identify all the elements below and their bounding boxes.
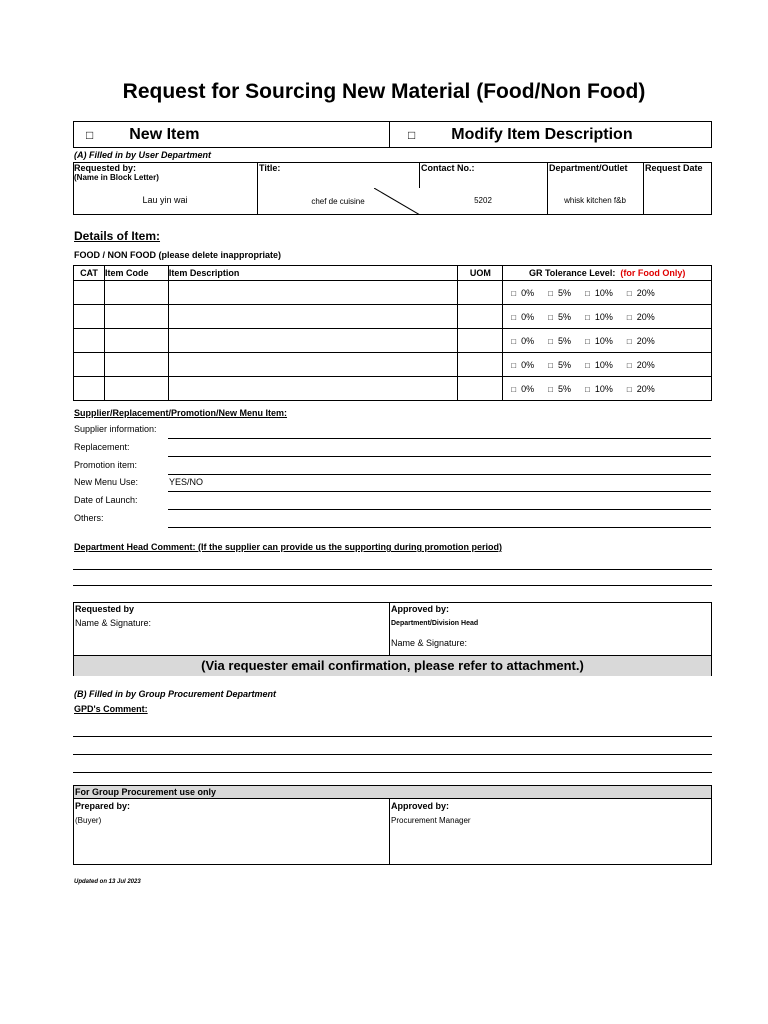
new-item-checkbox[interactable]: □ <box>86 127 94 142</box>
gpd-comment-label: GPD's Comment: <box>74 704 148 714</box>
tolerance-label: 20% <box>636 287 655 298</box>
tolerance-cell <box>503 305 712 329</box>
supplier-field-line[interactable] <box>168 456 711 457</box>
modify-item-option[interactable] <box>408 122 633 147</box>
item-description-cell[interactable] <box>168 377 457 401</box>
tolerance-label: 5% <box>558 383 572 394</box>
contact-header: Contact No.: <box>421 163 475 173</box>
supplier-field-label: Promotion item: <box>74 460 138 470</box>
dept-comment-line-1[interactable] <box>73 569 712 570</box>
tolerance-option[interactable] <box>511 384 534 394</box>
title-value[interactable]: chef de cuisine <box>311 197 365 206</box>
item-row <box>74 353 712 377</box>
item-row <box>74 281 712 305</box>
supplier-field-line[interactable] <box>168 509 711 510</box>
new-item-option[interactable] <box>86 122 200 147</box>
tolerance-checkbox[interactable]: □ <box>585 360 590 370</box>
supplier-field-line[interactable] <box>168 438 711 439</box>
procurement-manager-label[interactable]: Procurement Manager <box>391 816 471 825</box>
tolerance-checkbox[interactable]: □ <box>626 336 632 346</box>
approval-box <box>73 602 712 676</box>
tolerance-option[interactable] <box>548 288 571 298</box>
item-code-cell[interactable] <box>104 353 168 377</box>
email-confirmation-banner: (Via requester email confirmation, please refer to attachment.) <box>74 655 711 676</box>
option-divider <box>389 122 390 147</box>
tolerance-label: 5% <box>558 287 572 298</box>
tolerance-label: 0% <box>521 335 535 346</box>
department-header: Department/Outlet <box>549 163 628 173</box>
tolerance-checkbox[interactable]: □ <box>626 360 632 370</box>
tolerance-label: 5% <box>558 311 572 322</box>
modify-item-checkbox[interactable]: □ <box>408 127 416 142</box>
supplier-field-label: Others: <box>74 513 104 523</box>
tolerance-option[interactable] <box>627 384 655 394</box>
item-code-cell[interactable] <box>104 329 168 353</box>
tolerance-checkbox[interactable]: □ <box>626 384 632 394</box>
item-row <box>74 329 712 353</box>
tolerance-option[interactable] <box>548 360 571 370</box>
uom-cell[interactable] <box>458 329 503 353</box>
tolerance-cell <box>503 377 712 401</box>
cat-cell[interactable] <box>74 377 105 401</box>
tolerance-option[interactable] <box>585 360 613 370</box>
procurement-box <box>73 785 712 865</box>
supplier-field-line[interactable] <box>168 474 711 475</box>
gpd-comment-line-1[interactable] <box>73 736 712 737</box>
tolerance-option[interactable] <box>627 288 655 298</box>
tolerance-checkbox[interactable]: □ <box>548 336 553 346</box>
title-header: Title: <box>259 163 281 173</box>
gpd-comment-line-2[interactable] <box>73 754 712 755</box>
procurement-approved-by-label: Approved by: <box>391 801 450 811</box>
item-description-cell[interactable] <box>168 281 457 305</box>
form-title: Request for Sourcing New Material (Food/Non Food) <box>122 80 646 103</box>
tolerance-option[interactable] <box>511 360 534 370</box>
item-type-options <box>73 121 712 148</box>
tolerance-checkbox[interactable]: □ <box>548 360 553 370</box>
tolerance-label: 0% <box>521 383 535 394</box>
tolerance-option[interactable] <box>548 384 571 394</box>
supplier-field-line[interactable] <box>168 491 711 492</box>
requested-by-label: Requested by <box>75 604 135 614</box>
prepared-by-label: Prepared by: <box>75 801 131 811</box>
supplier-field-label: Replacement: <box>74 442 130 452</box>
item-code-column-header: Item Code <box>104 266 168 281</box>
supplier-heading: Supplier/Replacement/Promotion/New Menu Item: <box>74 408 288 418</box>
approver-name-signature[interactable]: Name & Signature: <box>391 638 468 648</box>
modify-item-label: Modify Item Description <box>451 125 633 143</box>
tolerance-label: 0% <box>521 311 535 322</box>
item-description-cell[interactable] <box>168 353 457 377</box>
requester-info-table <box>73 162 712 215</box>
tolerance-checkbox[interactable]: □ <box>511 360 517 370</box>
cat-cell[interactable] <box>74 329 105 353</box>
uom-cell[interactable] <box>458 353 503 377</box>
cat-column-header: CAT <box>74 266 105 281</box>
tolerance-label: 5% <box>558 359 572 370</box>
tolerance-label: 20% <box>636 359 655 370</box>
tolerance-option[interactable] <box>548 336 571 346</box>
tolerance-checkbox[interactable]: □ <box>548 312 553 322</box>
supplier-field-value[interactable]: YES/NO <box>169 477 204 487</box>
tolerance-checkbox[interactable]: □ <box>626 288 632 298</box>
tolerance-checkbox[interactable]: □ <box>511 336 517 346</box>
tolerance-label: 10% <box>594 359 613 370</box>
requester-name-signature[interactable]: Name & Signature: <box>75 618 152 628</box>
contact-value[interactable]: 5202 <box>474 196 492 205</box>
tolerance-option[interactable] <box>627 360 655 370</box>
gr-tolerance-column-header: GR Tolerance Level: (for Food Only) <box>503 266 712 281</box>
item-row <box>74 377 712 401</box>
item-description-column-header: Item Description <box>168 266 457 281</box>
cat-cell[interactable] <box>74 281 105 305</box>
item-code-cell[interactable] <box>104 377 168 401</box>
tolerance-checkbox[interactable]: □ <box>585 312 590 322</box>
tolerance-label: 10% <box>594 383 613 394</box>
new-item-label: New Item <box>129 125 200 143</box>
updated-date: Updated on 13 Jul 2023 <box>74 879 141 885</box>
supplier-field-line[interactable] <box>168 527 711 528</box>
uom-column-header: UOM <box>458 266 503 281</box>
cat-cell[interactable] <box>74 353 105 377</box>
item-code-cell[interactable] <box>104 281 168 305</box>
details-heading: Details of Item: <box>74 229 161 243</box>
tolerance-label: 10% <box>594 335 613 346</box>
buyer-label[interactable]: (Buyer) <box>75 816 102 825</box>
tolerance-checkbox[interactable]: □ <box>548 384 553 394</box>
uom-cell[interactable] <box>458 281 503 305</box>
tolerance-checkbox[interactable]: □ <box>585 336 590 346</box>
tolerance-option[interactable] <box>585 312 613 322</box>
tolerance-label: 20% <box>636 335 655 346</box>
food-only-note: (for Food Only) <box>620 268 686 278</box>
item-row <box>74 305 712 329</box>
requested-by-header: Requested by: (Name in Block Letter) <box>74 163 159 182</box>
tolerance-label: 0% <box>521 287 535 298</box>
tolerance-cell <box>503 353 712 377</box>
supplier-field-label: New Menu Use: <box>74 477 139 487</box>
dept-head-comment-label: Department Head Comment: (If the supplier can provide us the supporting during promotion period) <box>74 542 503 552</box>
tolerance-checkbox[interactable]: □ <box>511 384 517 394</box>
item-details-table <box>73 265 712 401</box>
tolerance-option[interactable] <box>511 288 534 298</box>
uom-cell[interactable] <box>458 377 503 401</box>
tolerance-label: 20% <box>636 383 655 394</box>
tolerance-checkbox[interactable]: □ <box>626 312 632 322</box>
tolerance-label: 10% <box>594 311 613 322</box>
food-nonfood-note: FOOD / NON FOOD (please delete inappropriate) <box>74 250 282 260</box>
tolerance-checkbox[interactable]: □ <box>511 312 517 322</box>
tolerance-option[interactable] <box>585 384 613 394</box>
item-description-cell[interactable] <box>168 329 457 353</box>
tolerance-label: 0% <box>521 359 535 370</box>
item-table-header <box>74 266 712 281</box>
dept-division-head-label: Department/Division Head <box>391 620 479 627</box>
request-date-header: Request Date <box>645 163 703 173</box>
item-description-cell[interactable] <box>168 305 457 329</box>
uom-cell[interactable] <box>458 305 503 329</box>
tolerance-option[interactable] <box>511 336 534 346</box>
tolerance-label: 20% <box>636 311 655 322</box>
tolerance-option[interactable] <box>627 312 655 322</box>
tolerance-option[interactable] <box>627 336 655 346</box>
supplier-field-label: Date of Launch: <box>74 495 138 505</box>
tolerance-cell <box>503 281 712 305</box>
dept-comment-line-2[interactable] <box>73 585 712 586</box>
tolerance-option[interactable] <box>548 312 571 322</box>
department-value[interactable]: whisk kitchen f&b <box>564 196 626 205</box>
procurement-header: For Group Procurement use only <box>74 786 711 799</box>
tolerance-option[interactable] <box>585 336 613 346</box>
tolerance-option[interactable] <box>511 312 534 322</box>
approved-by-label: Approved by: <box>391 604 450 614</box>
tolerance-cell <box>503 329 712 353</box>
tolerance-checkbox[interactable]: □ <box>548 288 553 298</box>
section-a-label: (A) Filled in by User Department <box>74 150 212 160</box>
requested-by-value[interactable]: Lau yin wai <box>142 195 188 205</box>
tolerance-checkbox[interactable]: □ <box>511 288 517 298</box>
supplier-field-label: Supplier information: <box>74 424 157 434</box>
section-b-label: (B) Filled in by Group Procurement Department <box>74 689 277 699</box>
tolerance-option[interactable] <box>585 288 613 298</box>
tolerance-checkbox[interactable]: □ <box>585 384 590 394</box>
tolerance-checkbox[interactable]: □ <box>585 288 590 298</box>
tolerance-label: 10% <box>594 287 613 298</box>
cat-cell[interactable] <box>74 305 105 329</box>
tolerance-label: 5% <box>558 335 572 346</box>
gpd-comment-line-3[interactable] <box>73 772 712 773</box>
item-code-cell[interactable] <box>104 305 168 329</box>
